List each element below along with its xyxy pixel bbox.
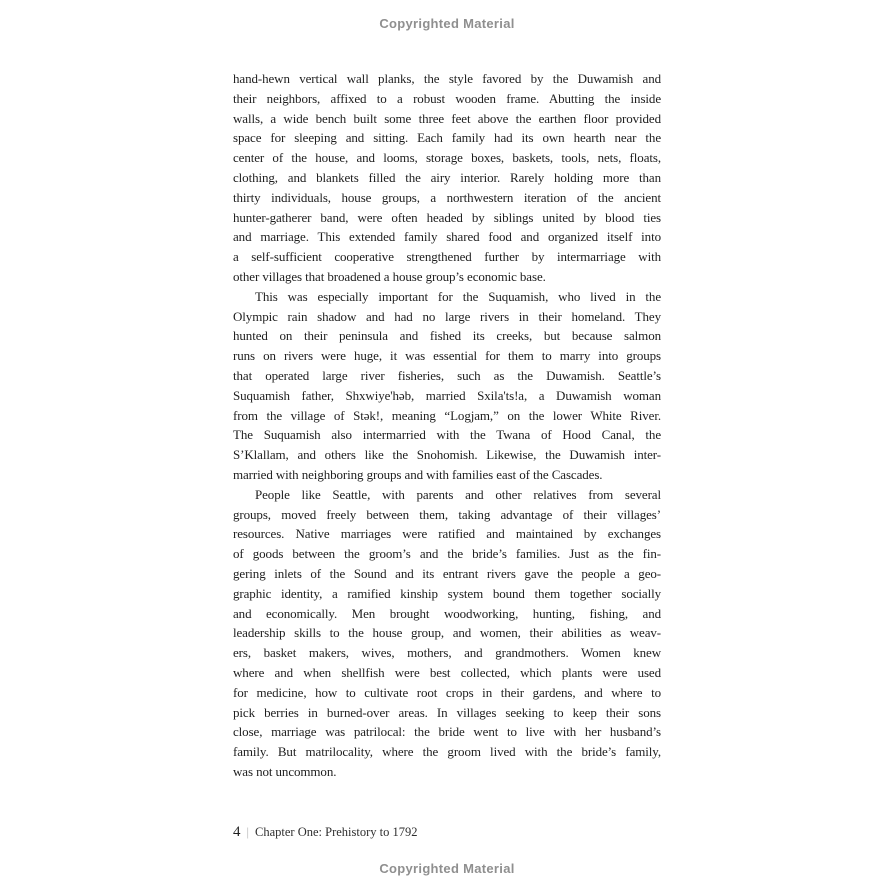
- text-line: was not uncommon.: [233, 763, 337, 779]
- text-line: and marriage. This extended family shared food and organized itself into: [233, 229, 661, 245]
- text-line: Suquamish father, Shxwiye'həb, married Sxila'ts!a, a Duwamish woman: [233, 387, 661, 403]
- text-line: for medicine, how to cultivate root crops in their gardens, and where to: [233, 684, 661, 700]
- text-line: center of the house, and looms, storage boxes, baskets, tools, nets, floats,: [233, 150, 661, 166]
- text-line: ers, basket makers, wives, mothers, and grandmothers. Women knew: [233, 645, 661, 661]
- text-line: Olympic rain shadow and had no large rivers in their homeland. They: [233, 308, 661, 324]
- text-line: resources. Native marriages were ratified and maintained by exchanges: [233, 526, 661, 542]
- text-line: a self-sufficient cooperative strengthened further by intermarriage with: [233, 249, 661, 265]
- text-line: where and when shellfish were best collected, which plants were used: [233, 664, 661, 680]
- paragraph: [233, 69, 661, 287]
- footer-separator: |: [246, 825, 250, 839]
- text-line: family. But matrilocality, where the groom lived with the bride’s family,: [233, 744, 661, 760]
- text-line: gering inlets of the Sound and its entrant rivers gave the people a geo-: [233, 565, 661, 581]
- body-text: [233, 69, 661, 782]
- text-line: leadership skills to the house group, and women, their abilities as weav-: [233, 625, 661, 641]
- text-line: space for sleeping and sitting. Each family had its own hearth near the: [233, 130, 661, 146]
- text-line: their neighbors, affixed to a robust wooden frame. Abutting the inside: [233, 90, 661, 106]
- text-line: hunter-gatherer band, were often headed by siblings united by blood ties: [233, 209, 661, 225]
- text-line: that operated large river fisheries, such as the Duwamish. Seattle’s: [233, 367, 661, 383]
- text-line: groups, moved freely between them, taking advantage of their villages’: [233, 506, 661, 522]
- text-line: S’Klallam, and others like the Snohomish. Likewise, the Duwamish inter-: [233, 447, 661, 463]
- text-line: runs on rivers were huge, it was essential for them to marry into groups: [233, 348, 661, 364]
- page-number: 4: [233, 824, 241, 840]
- text-line: hand-hewn vertical wall planks, the style favored by the Duwamish and: [233, 71, 661, 86]
- text-line: walls, a wide bench built some three feet above the earthen floor provided: [233, 110, 661, 126]
- copyright-notice-bottom: Copyrighted Material: [379, 861, 515, 876]
- text-line: other villages that broadened a house group’s economic base.: [233, 268, 546, 284]
- copyright-notice-top: Copyrighted Material: [379, 16, 515, 31]
- paragraph: [233, 287, 661, 485]
- paragraph: [233, 485, 661, 782]
- text-line: married with neighboring groups and with families east of the Cascades.: [233, 466, 603, 482]
- text-line: thirty individuals, house groups, a northwestern iteration of the ancient: [233, 189, 661, 205]
- text-line: close, marriage was patrilocal: the bride went to live with her husband’s: [233, 724, 661, 740]
- text-line: People like Seattle, with parents and other relatives from several: [255, 486, 661, 502]
- text-line: hunted on their peninsula and fished its creeks, but because salmon: [233, 328, 661, 344]
- text-line: clothing, and blankets filled the airy interior. Rarely holding more than: [233, 169, 661, 185]
- text-line: graphic identity, a ramified kinship system bound them together socially: [233, 585, 661, 601]
- chapter-title: Chapter One: Prehistory to 1792: [255, 825, 418, 839]
- text-line: pick berries in burned-over areas. In villages seeking to keep their sons: [233, 704, 661, 720]
- text-line: The Suquamish also intermarried with the Twana of Hood Canal, the: [233, 427, 661, 443]
- text-line: of goods between the groom’s and the bride’s families. Just as the fin-: [233, 546, 661, 562]
- text-line: from the village of Stək!, meaning “Logjam,” on the lower White River.: [233, 407, 661, 423]
- text-line: and economically. Men brought woodworking, hunting, fishing, and: [233, 605, 661, 621]
- text-line: This was especially important for the Suquamish, who lived in the: [255, 288, 661, 304]
- page-footer: [233, 823, 418, 841]
